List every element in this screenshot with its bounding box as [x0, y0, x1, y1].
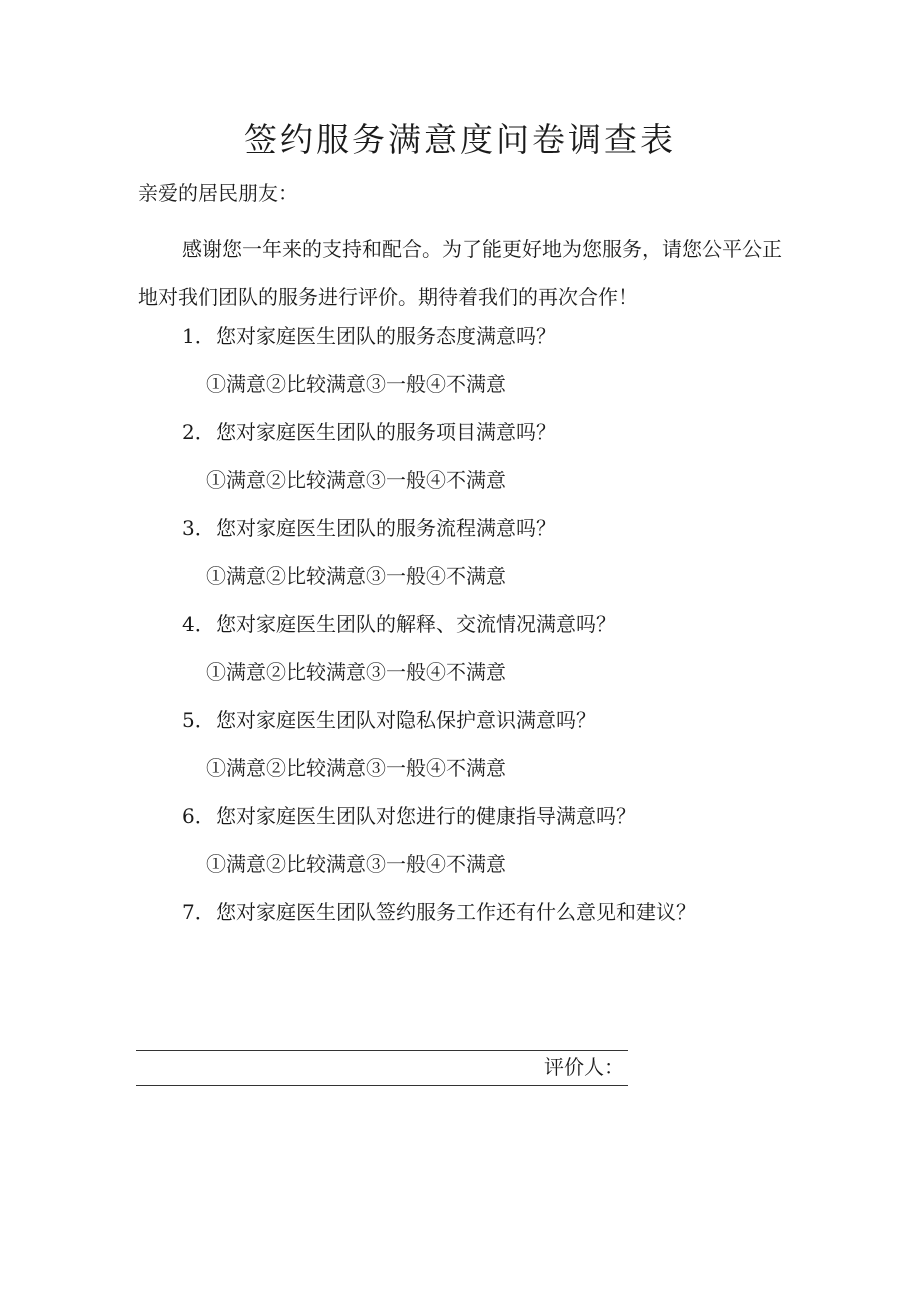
- question-text: [182, 608, 616, 640]
- question-5: [0, 704, 920, 800]
- question-6: [0, 800, 920, 896]
- answer-options: ①满意②比较满意③一般④不满意: [206, 468, 506, 492]
- question-number: 2．: [182, 420, 215, 444]
- answer-options: ①满意②比较满意③一般④不满意: [206, 564, 506, 588]
- question-number: 3．: [182, 516, 215, 540]
- question-number: 4．: [182, 612, 215, 636]
- salutation: 亲爱的居民朋友：: [138, 181, 298, 205]
- question-text: [182, 800, 636, 832]
- question-label: 您对家庭医生团队对隐私保护意识满意吗？: [216, 708, 596, 732]
- question-text: [182, 704, 596, 736]
- question-text: [182, 512, 556, 544]
- question-number: 7．: [182, 900, 215, 924]
- question-1: [0, 320, 920, 416]
- signature-line[interactable]: [136, 1050, 628, 1086]
- answer-options: ①满意②比较满意③一般④不满意: [206, 756, 506, 780]
- answer-options: ①满意②比较满意③一般④不满意: [206, 852, 506, 876]
- answer-options: ①满意②比较满意③一般④不满意: [206, 660, 506, 684]
- question-label: 您对家庭医生团队的服务态度满意吗？: [216, 324, 556, 348]
- question-2: [0, 416, 920, 512]
- intro-paragraph: 感谢您一年来的支持和配合。为了能更好地为您服务，请您公平公正地对我们团队的服务进行评价。期待着我们的再次合作！: [138, 237, 782, 309]
- page-title: 签约服务满意度问卷调查表: [244, 120, 676, 159]
- answer-options: ①满意②比较满意③一般④不满意: [206, 372, 506, 396]
- question-label: 您对家庭医生团队签约服务工作还有什么意见和建议？: [216, 900, 696, 924]
- question-text: [182, 896, 696, 928]
- question-label: 您对家庭医生团队的解释、交流情况满意吗？: [216, 612, 616, 636]
- question-label: 您对家庭医生团队对您进行的健康指导满意吗？: [216, 804, 636, 828]
- question-label: 您对家庭医生团队的服务项目满意吗？: [216, 420, 556, 444]
- question-number: 1．: [182, 324, 215, 348]
- question-4: [0, 608, 920, 704]
- question-number: 5．: [182, 708, 215, 732]
- question-number: 6．: [182, 804, 215, 828]
- signature-label: 评价人：: [544, 1055, 624, 1079]
- question-label: 您对家庭医生团队的服务流程满意吗？: [216, 516, 556, 540]
- question-list: [0, 320, 920, 992]
- question-7: [0, 896, 920, 992]
- question-text: [182, 320, 556, 352]
- question-3: [0, 512, 920, 608]
- question-text: [182, 416, 556, 448]
